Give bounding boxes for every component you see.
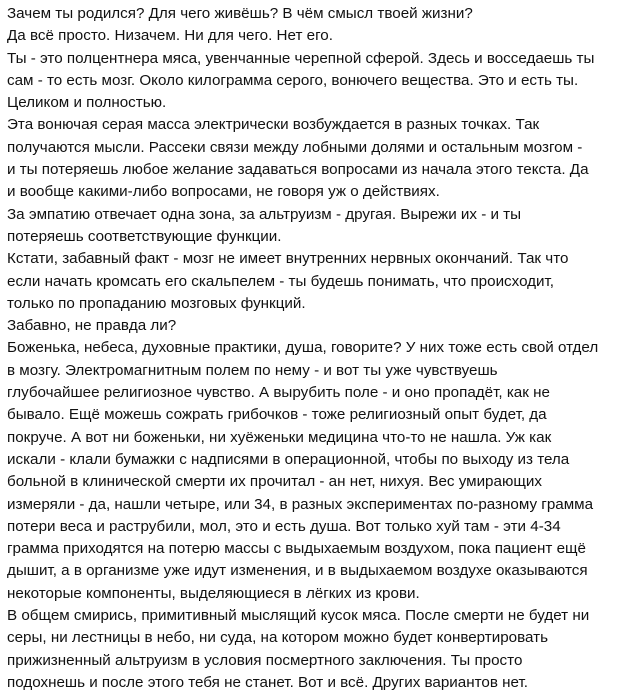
text-line: серы, ни лестницы в небо, ни суда, на котором можно будет конвертировать	[7, 629, 548, 647]
text-line: в мозгу. Электромагнитным полем по нему - и вот ты уже чувствуешь	[7, 361, 498, 379]
text-line: Зачем ты родился? Для чего живёшь? В чём смысл твоей жизни?	[7, 5, 473, 22]
text-line: покруче. А вот ни боженьки, ни хуёженьки медицина что-то не нашла. Уж как	[7, 428, 552, 446]
text-line: получаются мысли. Рассеки связи между лобными долями и остальным мозгом -	[7, 138, 583, 156]
text-line: Целиком и полностью.	[7, 94, 167, 112]
text-line: измеряли - да, нашли четыре, или 34, в разных экспериментах по-разному грамма	[7, 495, 594, 513]
text-line: если начать кромсать его скальпелем - ты будешь понимать, что происходит,	[7, 272, 555, 290]
text-line: глубочайшее религиозное чувство. А вырубить поле - и оно пропадёт, как не	[7, 384, 550, 402]
text-line: потеряешь соответствующие функции.	[7, 227, 282, 245]
text-line: грамма приходятся на потерю массы с выдыхаемым воздухом, пока пациент ещё	[7, 540, 586, 558]
text-line: сам - то есть мозг. Около килограмма серого, вонючего вещества. Это и есть ты.	[7, 71, 579, 89]
text-line: только по пропаданию мозговых функций.	[7, 294, 306, 312]
text-line: За эмпатию отвечает одна зона, за альтруизм - другая. Вырежи их - и ты	[7, 205, 522, 223]
text-line: бывало. Ещё можешь сожрать грибочков - тоже религиозный опыт будет, да	[7, 406, 547, 424]
text-line: Кстати, забавный факт - мозг не имеет внутренних нервных окончаний. Так что	[7, 250, 569, 268]
text-line: потери веса и раструбили, мол, это и есть душа. Вот только хуй там - эти 4-34	[7, 517, 561, 535]
text-line: Забавно, не правда ли?	[7, 317, 177, 335]
text-line: подохнешь и после этого тебя не станет. Вот и всё. Других вариантов нет.	[7, 673, 528, 691]
text-line: Да всё просто. Низачем. Ни для чего. Нет его.	[7, 27, 333, 45]
text-line: и вообще какими-либо вопросами, не говоря уж о действиях.	[7, 183, 440, 201]
text-line: Ты - это полцентнера мяса, увенчанные черепной сферой. Здесь и восседаешь ты	[7, 49, 595, 67]
text-line: дышит, а в организме уже идут изменения, и в выдыхаемом воздухе оказываются	[7, 562, 588, 580]
text-line: Боженька, небеса, духовные практики, душа, говорите? У них тоже есть свой отдел	[7, 339, 599, 357]
text-line: прижизненный альтруизм в условия посмертного заключения. Ты просто	[7, 651, 523, 669]
text-line: Эта вонючая серая масса электрически возбуждается в разных точках. Так	[7, 116, 540, 134]
text-line: искали - клали бумажки с надписями в операционной, чтобы по выходу из тела	[7, 450, 570, 468]
text-line: В общем смирись, примитивный мыслящий кусок мяса. После смерти не будет ни	[7, 607, 590, 625]
text-line: больной в клинической смерти их прочитал - ан нет, нихуя. Вес умирающих	[7, 473, 542, 491]
text-line: некоторые компоненты, выделяющиеся в лёгких из крови.	[7, 584, 420, 602]
text-line: и ты потеряешь любое желание задаваться вопросами из начала этого текста. Да	[7, 161, 589, 179]
